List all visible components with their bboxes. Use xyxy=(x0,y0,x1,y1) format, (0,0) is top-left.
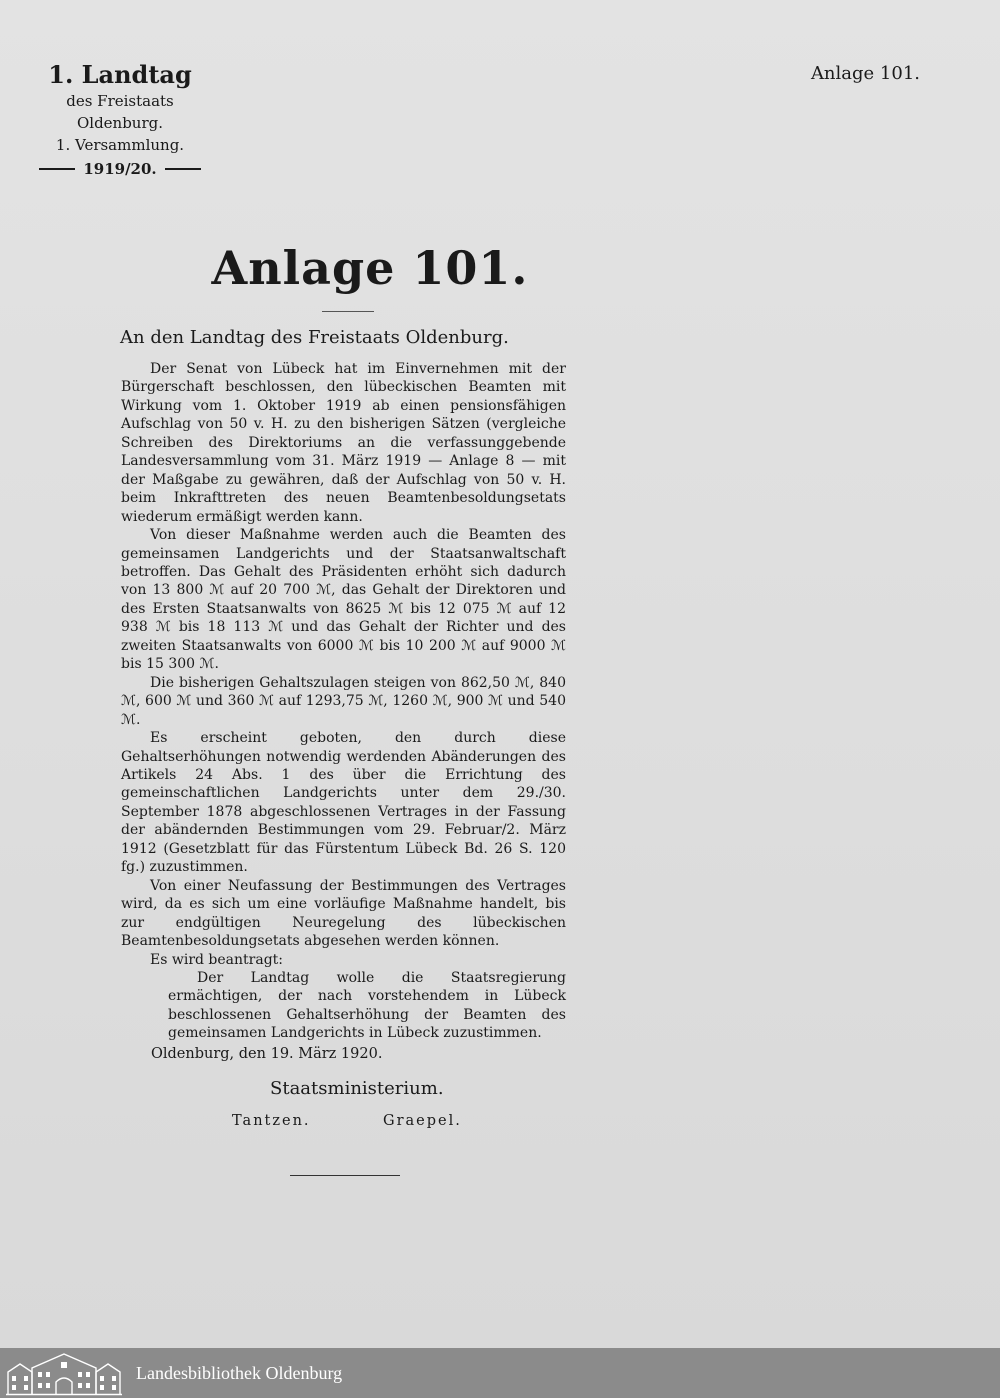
closing-rule xyxy=(290,1175,400,1176)
footer-library-name: Landesbibliothek Oldenburg xyxy=(136,1363,343,1383)
footer-bar xyxy=(0,1348,1000,1398)
header-left xyxy=(30,60,210,182)
signature-tantzen: Tantzen. xyxy=(232,1113,311,1129)
paragraph-1: Der Senat von Lübeck hat im Einvernehmen mit der Bürgerschaft beschlossen, den lübeckischen Beamten mit Wirkung vom 1. Oktober 1919 ab einen pensionsfähigen Aufschlag von 50 v. H. zu den bisherigen Sätzen (vergleiche Schreiben des Direktoriums an die verfassunggebende Landesversammlung vom 31. März 1919 — Anlage 8 — mit der Maßgabe zu gewähren, daß der Aufschlag von 50 v. H. beim Inkrafttreten des neuen Beamtenbesoldungsetats wiederum ermäßigt werden kann. xyxy=(121,361,566,525)
header-year: 1919/20. xyxy=(83,160,157,178)
page-title: Anlage 101. xyxy=(211,241,529,295)
paragraph-5: Von einer Neufassung der Bestimmungen des Vertrages wird, da es sich um eine vorläufige Maßnahme handelt, bis zur endgültigen Neuregelung des lübeckischen Beamtenbesoldungsetats abgesehen werden können. xyxy=(121,877,566,950)
dash-left xyxy=(39,168,75,170)
ministry: Staatsministerium. xyxy=(270,1078,444,1099)
place-date: Oldenburg, den 19. März 1920. xyxy=(151,1046,383,1062)
library-building-icon xyxy=(6,1350,122,1396)
signature-graepel: Graepel. xyxy=(383,1113,462,1129)
paragraph-4: Es erscheint geboten, den durch diese Gehaltserhöhungen notwendig werdenden Abänderungen des Artikels 24 Abs. 1 des über die Errichtung des gemeinschaftlichen Landgerichts unter dem 29./30. September 1878 abgeschlossenen Vertrages in der Fassung der abändernden Bestimmungen vom 29. Februar/2. März 1912 (Gesetzblatt für das Fürstentum Lübeck Bd. 26 S. 120 fg.) zuzustimmen. xyxy=(121,730,566,876)
paragraph-3: Die bisherigen Gehaltszulagen steigen von 862,50 ℳ, 840 ℳ, 600 ℳ und 360 ℳ auf 1293,75 ℳ, 1260 ℳ, 900 ℳ und 540 ℳ. xyxy=(121,674,566,728)
body-text xyxy=(121,360,566,1043)
header-anlage: Anlage 101. xyxy=(810,63,920,84)
motion-text: Der Landtag wolle die Staatsregierung ermächtigen, der nach vorstehendem in Lübeck beschlossenen Gehaltserhöhung der Beamten des gemeinsamen Landgerichts in Lübeck zuzustimmen. xyxy=(168,969,566,1042)
header-freistaat: des Freistaats Oldenburg. xyxy=(66,92,174,132)
title-rule xyxy=(322,311,374,312)
paragraph-2: Von dieser Maßnahme werden auch die Beamten des gemeinsamen Landgerichts und der Staatsanwaltschaft betroffen. Das Gehalt des Präsidenten erhöht sich dadurch von 13 800 ℳ auf 20 700 ℳ, das Gehalt der Direktoren und des Ersten Staatsanwalts von 8625 ℳ bis 12 075 ℳ auf 12 938 ℳ bis 18 113 ℳ und das Gehalt der Richter und des zweiten Staatsanwalts von 6000 ℳ bis 10 200 ℳ auf 9000 ℳ bis 15 300 ℳ. xyxy=(121,527,566,673)
header-landtag: 1. Landtag xyxy=(48,60,192,89)
dash-right xyxy=(165,168,201,170)
header-year-row xyxy=(30,156,210,182)
header-versammlung: 1. Versammlung. xyxy=(55,136,185,154)
addressee: An den Landtag des Freistaats Oldenburg. xyxy=(120,327,509,348)
paragraph-6: Es wird beantragt: xyxy=(150,951,283,968)
